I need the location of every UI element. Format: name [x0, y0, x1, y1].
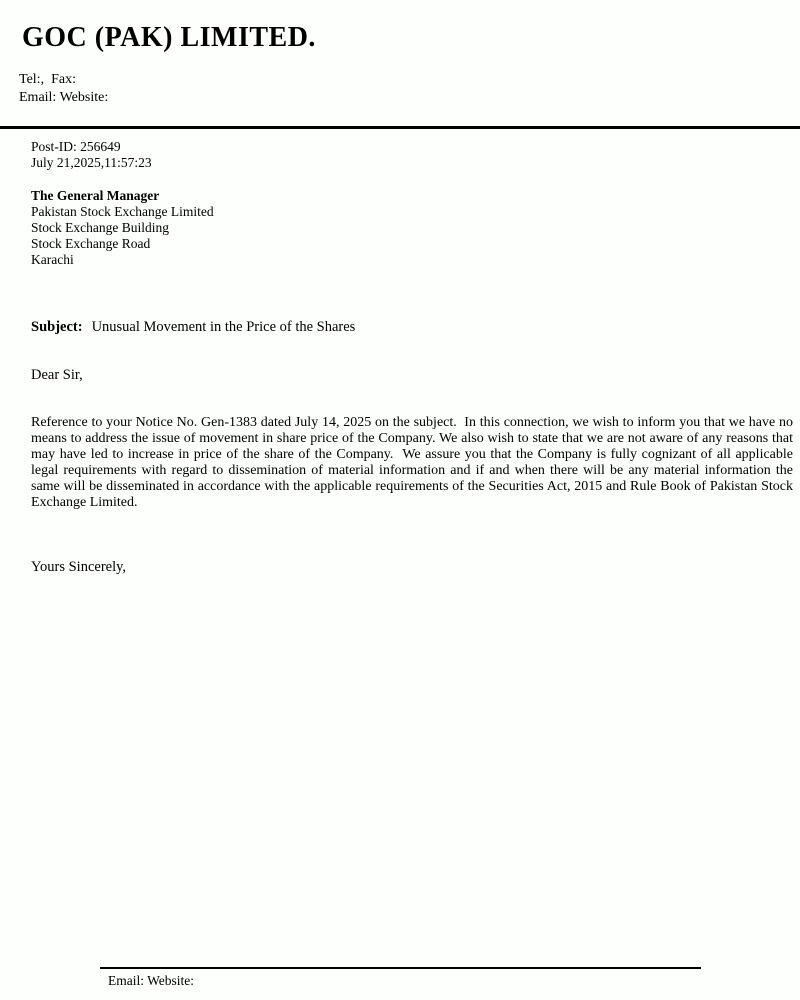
recipient-address: [31, 188, 214, 268]
subject-label: Subject:: [31, 319, 83, 335]
email-website-line: Email: Website:: [19, 90, 109, 105]
recipient-line: Stock Exchange Road: [31, 236, 151, 251]
recipient-line: Pakistan Stock Exchange Limited: [31, 204, 214, 219]
letterhead-divider: [0, 126, 800, 129]
salutation: Dear Sir,: [31, 367, 83, 383]
footer-email-website-line: Email: Website:: [108, 973, 195, 988]
closing: Yours Sincerely,: [31, 559, 127, 575]
body-paragraph: Reference to your Notice No. Gen-1383 dated July 14, 2025 on the subject. In this connection, we wish to inform you that we have no means to address the issue of movement in share price of the Company. We also wish to state that we are not aware of any reasons that may have led to increase in price of the share of the Company. We assure you that the Company is fully cognizant of all applicable legal requirements with regard to dissemination of material information and if and when there will be any material information the same will be disseminated in accordance with the applicable requirements of the Securities Act, 2015 and Rule Book of Pakistan Stock Exchange Limited.: [31, 415, 797, 510]
datetime-line: July 21,2025,11:57:23: [31, 155, 152, 170]
footer-divider: [100, 967, 701, 969]
post-id-line: Post-ID: 256649: [31, 139, 121, 154]
post-meta: [31, 139, 152, 171]
company-name: GOC (PAK) LIMITED.: [22, 22, 316, 53]
subject-line: [31, 319, 355, 336]
tel-fax-line: Tel:, Fax:: [19, 72, 76, 87]
recipient-line: Stock Exchange Building: [31, 220, 169, 235]
recipient-line: Karachi: [31, 252, 74, 267]
recipient-title: The General Manager: [31, 188, 160, 203]
subject-text: Unusual Movement in the Price of the Shares: [91, 319, 356, 335]
